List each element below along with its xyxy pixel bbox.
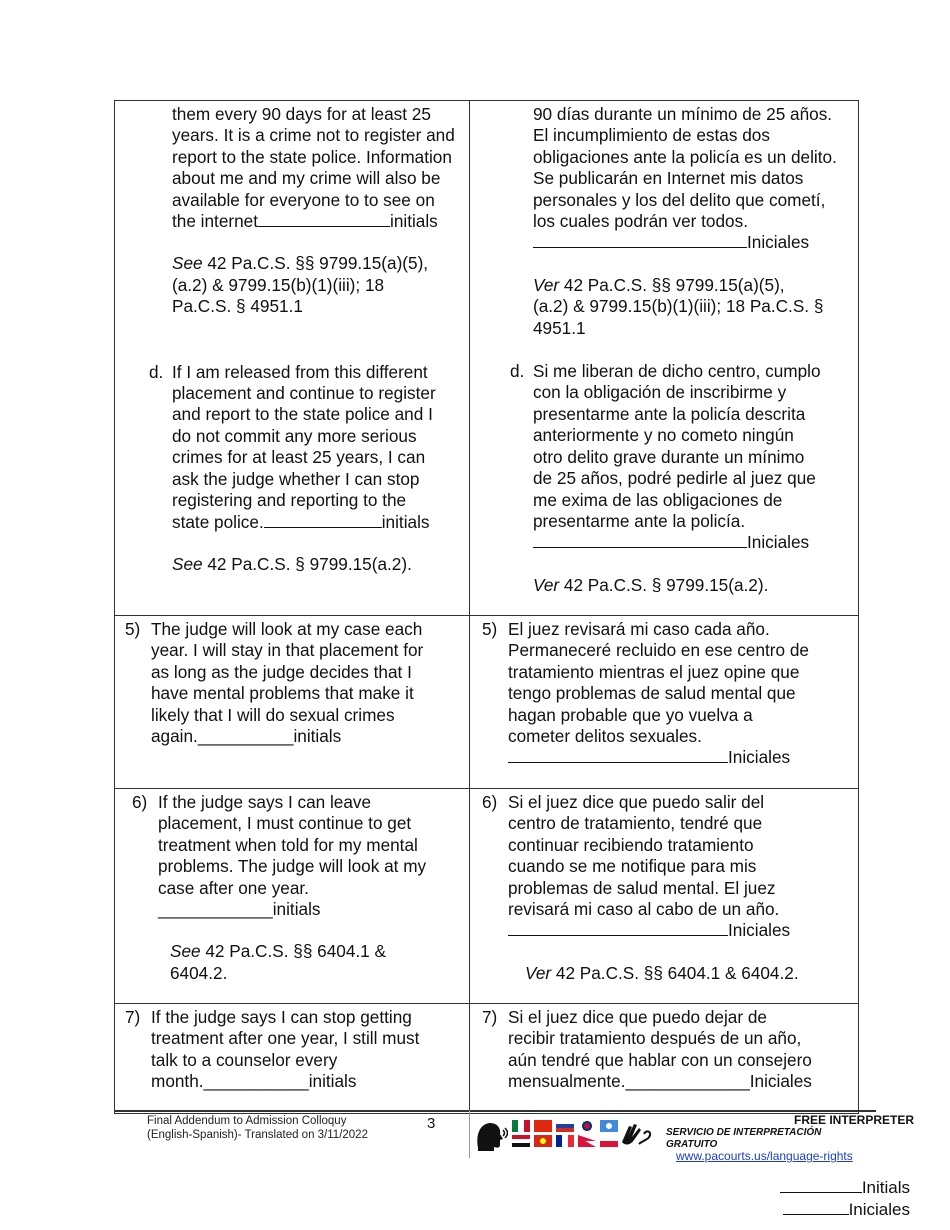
citation-text: 42 Pa.C.S. § 9799.15(a.2). (202, 553, 412, 574)
spanish-cell (470, 789, 859, 1004)
initials-label: Iniciales (728, 747, 791, 768)
citation-text: 42 Pa.C.S. §§ 6404.1 & 6404.2. (551, 962, 799, 983)
initials-label: initials (308, 1071, 357, 1092)
footer-divider (469, 1110, 470, 1158)
initials-label: initials (381, 511, 430, 532)
spanish-cell (470, 616, 859, 789)
footer-rule (114, 1110, 876, 1112)
table-row (115, 789, 859, 1004)
sign-language-icon (619, 1120, 653, 1148)
item-number: 6) (132, 792, 148, 812)
english-cell (115, 616, 470, 789)
item-number: 5) (482, 619, 498, 639)
initials-label: initials (293, 726, 342, 747)
egypt-flag-icon (512, 1135, 530, 1147)
poland-flag-icon (600, 1135, 618, 1147)
document-title: Final Addendum to Admission Colloquy (English-Spanish)- Translated on 3/11/2022 (147, 1115, 368, 1141)
speaking-head-icon (472, 1118, 508, 1154)
initials-line[interactable] (508, 747, 728, 763)
see-label: Ver (525, 962, 552, 983)
initials-label: Iniciales (747, 532, 810, 553)
table-row (115, 101, 859, 616)
page-initials (780, 1176, 910, 1220)
china-flag-icon (534, 1120, 552, 1132)
initials-line[interactable] (258, 211, 390, 227)
item-d-text-es: Si me liberan de dicho centro, cumplo con la obligación de inscribirme y presentarme ante la policía descrita anteriormente y no cometo ningún otro delito grave durante un mínimo de 25 años, podré pedirle al juez que me exima de las obligaciones de presentarme ante la policía. (533, 361, 821, 531)
initials-label: Iniciales (747, 232, 810, 253)
item-c-text-es: 90 días durante un mínimo de 25 años. El incumplimiento de estas dos obligaciones ante la policía es un delito. Se publicarán en Internet mis datos personales y los del delito que cometí, los cuales podrán ver todos. (533, 104, 837, 232)
free-interpreter-heading: FREE INTERPRETER (794, 1113, 915, 1127)
page-number: 3 (427, 1115, 436, 1132)
initials-line[interactable] (783, 1198, 849, 1215)
interpreter-service-text: SERVICIO DE INTERPRETACIÓN GRATUITO (666, 1127, 822, 1150)
table-row (115, 616, 859, 789)
somalia-flag-icon (600, 1120, 618, 1132)
initials-line[interactable]: _____________ (625, 1071, 750, 1092)
vietnam-flag-icon (534, 1135, 552, 1147)
item-5-text-en: The judge will look at my case each year. I will stay in that placement for as long as the judge decides that I have mental problems that make it likely that I will do sexual crimes again. (151, 619, 424, 747)
initials-line[interactable]: ____________ (158, 899, 273, 920)
item-7-text-en: If the judge says I can stop getting treatment after one year, I still must talk to a counselor every month. (151, 1007, 420, 1092)
initials-line[interactable]: ___________ (203, 1071, 309, 1092)
mexico-flag-icon (512, 1120, 530, 1132)
item-letter: d. (510, 361, 525, 382)
initials-line[interactable] (533, 532, 747, 548)
item-number: 7) (482, 1007, 498, 1027)
initials-es-label: Iniciales (848, 1200, 910, 1219)
item-7-text-es: Si el juez dice que puedo dejar de recibir tratamiento después de un año, aún tendré que hablar con un consejero mensualmente. (508, 1007, 812, 1092)
initials-line[interactable]: __________ (197, 726, 294, 747)
see-label: See (172, 253, 203, 274)
item-5-text-es: El juez revisará mi caso cada año. Permaneceré recluido en ese centro de tratamiento mientras el juez opine que tengo problemas de salud mental que hagan probable que yo vuelva a cometer delitos sexuales. (508, 619, 809, 747)
spanish-cell (470, 1004, 859, 1114)
citation-text: 42 Pa.C.S. §§ 9799.15(a)(5), (a.2) & 9799.15(b)(1)(iii); 18 Pa.C.S. § 4951.1 (172, 253, 429, 317)
initials-en-label: Initials (861, 1178, 910, 1197)
english-cell (115, 1004, 470, 1114)
citation-text: 42 Pa.C.S. §§ 9799.15(a)(5), (a.2) & 9799.15(b)(1)(iii); 18 Pa.C.S. § 4951.1 (533, 274, 824, 338)
page-footer (114, 1110, 915, 1163)
item-number: 7) (125, 1007, 141, 1027)
spanish-cell (470, 101, 859, 616)
see-label: See (170, 941, 201, 962)
item-number: 6) (482, 792, 498, 812)
english-cell (115, 789, 470, 1004)
see-label: See (172, 553, 203, 574)
table-row (115, 1004, 859, 1114)
item-number: 5) (125, 619, 141, 639)
russia-flag-icon (556, 1120, 574, 1132)
initials-label: initials (390, 211, 438, 232)
nepal-flag-icon (578, 1135, 596, 1147)
korea-flag-icon (578, 1120, 596, 1132)
see-label: Ver (533, 274, 560, 295)
item-d-text-en: If I am released from this different placement and continue to register and report to the state police and I do not commit any more serious crimes for at least 25 years, I can ask the judge whether I can stop registering and reporting to the state police. (172, 361, 436, 532)
initials-line[interactable] (508, 920, 728, 936)
item-c-text-en: them every 90 days for at least 25 years. It is a crime not to register and report to the state police. Information about me and my crime will also be available for everyone to to see on the internet (172, 104, 455, 232)
initials-label: Iniciales (728, 920, 791, 941)
item-d-en (115, 318, 469, 576)
france-flag-icon (556, 1135, 574, 1147)
item-d-es (470, 339, 858, 596)
citation-text: 42 Pa.C.S. § 9799.15(a.2). (559, 574, 769, 595)
initials-label: Iniciales (749, 1071, 812, 1092)
english-cell (115, 101, 470, 616)
item-6-text-es: Si el juez dice que puedo salir del centro de tratamiento, tendré que continuar recibiendo tratamiento cuando se me notifique para mis problemas de salud mental. El juez revisará mi caso al cabo de un año. (508, 792, 780, 920)
item-6-text-en: If the judge says I can leave placement, I must continue to get treatment when told for my mental problems. The judge will look at my case after one year. (158, 792, 427, 898)
addendum-table (114, 100, 859, 1114)
initials-line[interactable] (264, 512, 382, 528)
see-label: Ver (533, 574, 560, 595)
language-rights-link[interactable]: www.pacourts.us/language-rights (676, 1149, 853, 1163)
citation-text: 42 Pa.C.S. §§ 6404.1 & 6404.2. (170, 941, 386, 983)
item-letter: d. (149, 361, 164, 382)
initials-line[interactable] (533, 232, 747, 248)
initials-line[interactable] (780, 1176, 862, 1193)
initials-label: initials (272, 899, 321, 920)
